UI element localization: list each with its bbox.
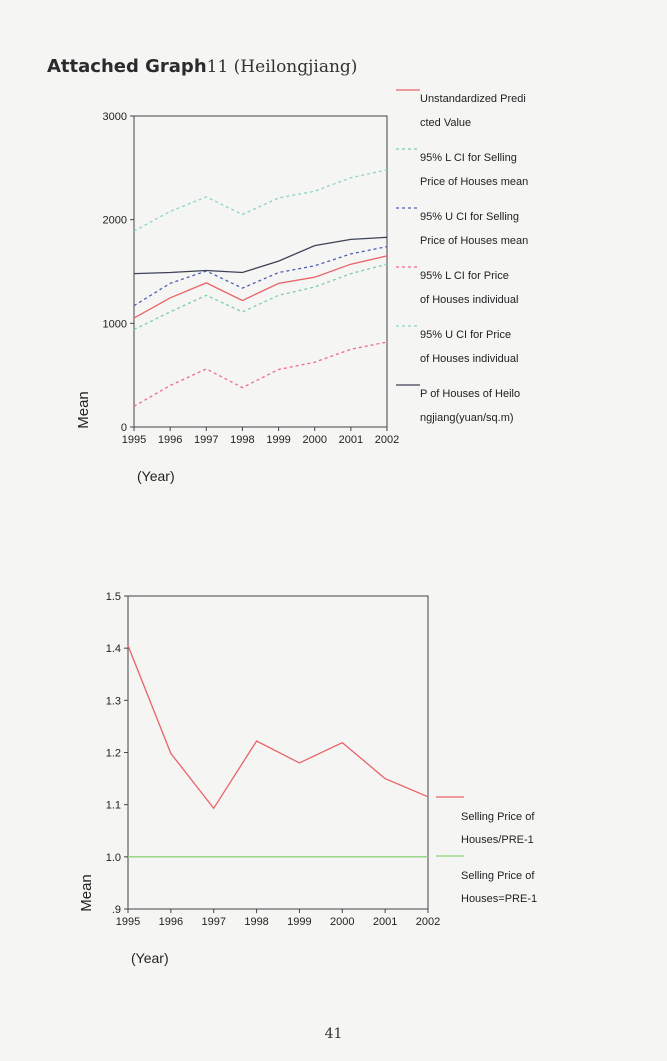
legend-label: Selling Price of [461, 811, 535, 823]
x-tick-label: 1996 [158, 916, 184, 928]
x-tick-label: 1998 [244, 916, 269, 928]
legend-label: cted Value [420, 117, 472, 129]
x-tick-label: 1995 [121, 434, 147, 446]
y-tick-label: 1.4 [105, 643, 121, 656]
y-tick-label: 3000 [102, 111, 127, 123]
legend-label: Unstandardized Predi [420, 93, 526, 105]
x-tick-label: 1997 [194, 434, 219, 446]
page-title-bold: Attached Graph [47, 56, 207, 77]
chart-group [78, 591, 537, 966]
x-tick-label: 1998 [230, 434, 255, 446]
y-tick-label: 1.2 [105, 747, 121, 760]
x-tick-label: 1999 [266, 434, 291, 446]
x-tick-label: 2001 [338, 434, 364, 446]
y-tick-label: 1.3 [105, 695, 121, 708]
y-tick-label: 1.0 [105, 851, 121, 864]
y-axis-label: Mean [78, 874, 95, 912]
legend-label: of Houses individual [420, 294, 519, 306]
x-tick-label: 1996 [157, 434, 183, 446]
y-tick-label: 1000 [102, 318, 127, 331]
x-tick-label: 1999 [287, 916, 312, 928]
legend-label: of Houses individual [420, 353, 519, 365]
page-number: 41 [324, 1026, 343, 1042]
legend-label: Selling Price of [461, 870, 535, 882]
legend-label: 95% L CI for Selling [420, 152, 517, 164]
x-tick-label: 1995 [115, 916, 141, 928]
legend-label: 95% U CI for Selling [420, 211, 520, 223]
legend-label: P of Houses of Heilo [420, 388, 521, 400]
x-tick-label: 1997 [201, 916, 226, 928]
legend-label: Price of Houses mean [420, 176, 529, 188]
x-tick-label: 2000 [330, 916, 355, 928]
y-axis-label: Mean [75, 391, 92, 429]
legend-label: Price of Houses mean [420, 235, 529, 247]
legend-label: 95% U CI for Price [420, 329, 512, 341]
x-tick-label: 2002 [374, 434, 400, 446]
y-tick-label: .9 [111, 904, 121, 916]
y-tick-label: 1.5 [105, 591, 121, 603]
legend-label: 95% L CI for Price [420, 270, 509, 282]
page-title-rest: 11 (Heilongjiang) [206, 57, 358, 77]
legend-label: ngjiang(yuan/sq.m) [420, 412, 514, 424]
y-tick-label: 1.1 [105, 799, 121, 812]
series-line [128, 646, 428, 809]
y-tick-label: 2000 [102, 214, 127, 227]
x-tick-label: 2002 [415, 916, 441, 928]
legend-label: Houses=PRE-1 [461, 893, 538, 905]
x-axis-label: (Year) [131, 950, 169, 966]
y-tick-label: 0 [120, 422, 127, 434]
x-axis-label: (Year) [137, 468, 175, 484]
legend-label: Houses/PRE-1 [461, 834, 534, 846]
x-tick-label: 2001 [372, 916, 398, 928]
x-tick-label: 2000 [302, 434, 327, 446]
